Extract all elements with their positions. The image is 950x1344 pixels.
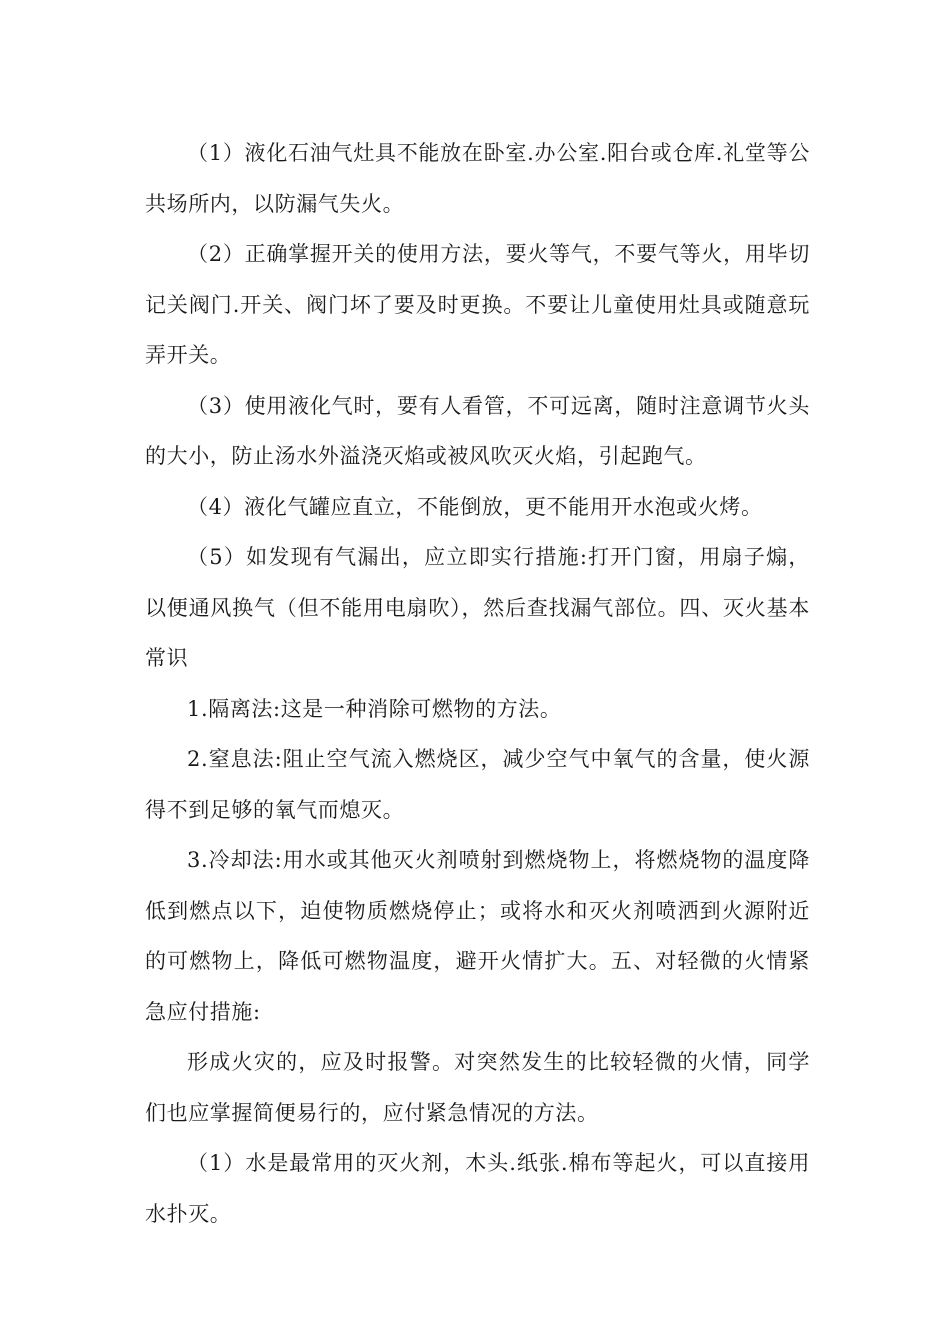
paragraph-supervision: （3）使用液化气时，要有人看管，不可远离，随时注意调节火头的大小，防止汤水外溢浇灭焰或被风吹灭火焰，引起跑气。 xyxy=(145,393,810,468)
paragraph-water-extinguisher: （1）水是最常用的灭火剂，木头.纸张.棉布等起火，可以直接用水扑灭。 xyxy=(145,1151,810,1226)
paragraph-isolation-method: 1.隔离法:这是一种消除可燃物的方法。 xyxy=(187,696,562,721)
paragraph-switch-usage: （2）正确掌握开关的使用方法，要火等气，不要气等火，用毕切记关阀门.开关、阀门坏了要及时更换。不要让儿童使用灶具或随意玩弄开关。 xyxy=(145,242,810,367)
paragraph-tank-upright: （4）液化气罐应直立，不能倒放，更不能用开水泡或火烤。 xyxy=(187,494,763,519)
paragraph-smothering-method: 2.窒息法:阻止空气流入燃烧区，减少空气中氧气的含量，使火源得不到足够的氧气而熄灭。 xyxy=(145,747,810,822)
paragraph-report-fire: 形成火灾的，应及时报警。对突然发生的比较轻微的火情，同学们也应掌握简便易行的，应付紧急情况的方法。 xyxy=(145,1050,810,1125)
paragraph-gas-leak-measures: （5）如发现有气漏出，应立即实行措施:打开门窗，用扇子煽，以便通风换气（但不能用电扇吹），然后查找漏气部位。四、灭火基本常识 xyxy=(145,545,810,670)
paragraph-lpg-stove-placement: （1）液化石油气灶具不能放在卧室.办公室.阳台或仓库.礼堂等公共场所内，以防漏气失火。 xyxy=(145,141,810,216)
paragraph-cooling-method: 3.冷却法:用水或其他灭火剂喷射到燃烧物上，将燃烧物的温度降低到燃点以下，迫使物质燃烧停止；或将水和灭火剂喷洒到火源附近的可燃物上，降低可燃物温度，避开火情扩大。五、对轻微的火情紧急应付措施: xyxy=(145,848,810,1024)
document-body xyxy=(145,128,810,1239)
